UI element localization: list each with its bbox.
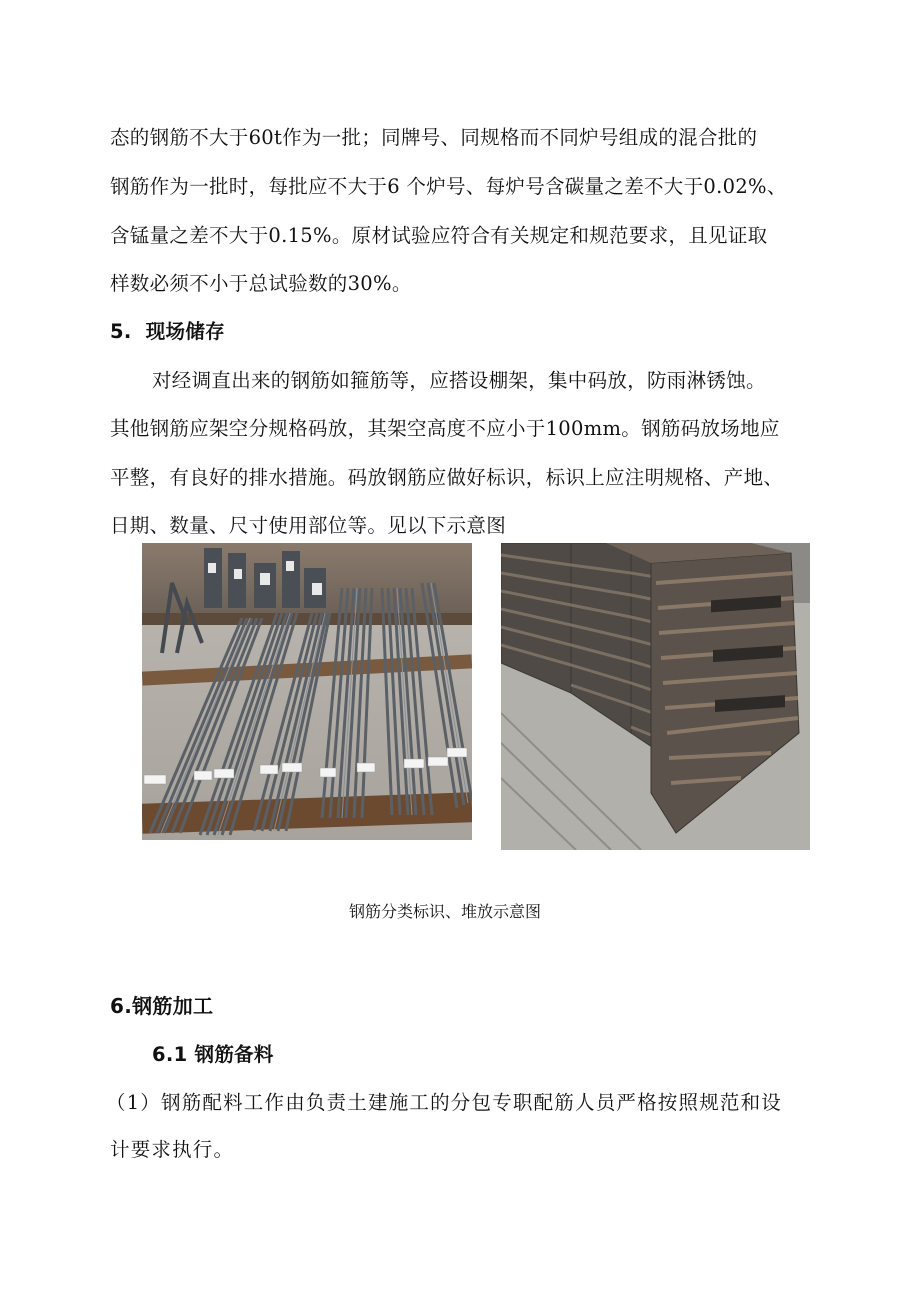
stirrup-stacks-photo (501, 543, 810, 850)
body-text-line: 日期、数量、尺寸使用部位等。见以下示意图 (110, 514, 507, 537)
figure-caption: 钢筋分类标识、堆放示意图 (348, 902, 541, 921)
body-text-line: 含锰量之差不大于0.15%。原材试验应符合有关规定和规范要求，且见证取 (110, 224, 768, 247)
sub-heading: 6.1 钢筋备料 (152, 1043, 274, 1066)
body-text-line: 平整，有良好的排水措施。码放钢筋应做好标识，标识上应注明规格、产地、 (110, 466, 784, 489)
rebar-bundles-illustration (142, 543, 472, 840)
section-heading: 6.钢筋加工 (110, 994, 214, 1018)
body-text-line: 计要求执行。 (110, 1138, 235, 1161)
body-text-line: （1）钢筋配料工作由负责土建施工的分包专职配筋人员严格按照规范和设 (106, 1091, 783, 1114)
body-text-line: 态的钢筋不大于60t作为一批；同牌号、同规格而不同炉号组成的混合批的 (110, 126, 758, 149)
section-heading: 5. 现场储存 (110, 320, 225, 343)
body-text-line: 样数必须不小于总试验数的30%。 (110, 272, 412, 295)
body-text-line: 钢筋作为一批时，每批应不大于6 个炉号、每炉号含碳量之差不大于0.02%、 (110, 175, 787, 198)
body-text-line: 对经调直出来的钢筋如箍筋等，应搭设棚架，集中码放，防雨淋锈蚀。 (152, 369, 766, 392)
body-text-line: 其他钢筋应架空分规格码放，其架空高度不应小于100mm。钢筋码放场地应 (110, 417, 780, 440)
rebar-bundles-photo (142, 543, 472, 840)
stirrup-stacks-illustration (501, 543, 810, 850)
